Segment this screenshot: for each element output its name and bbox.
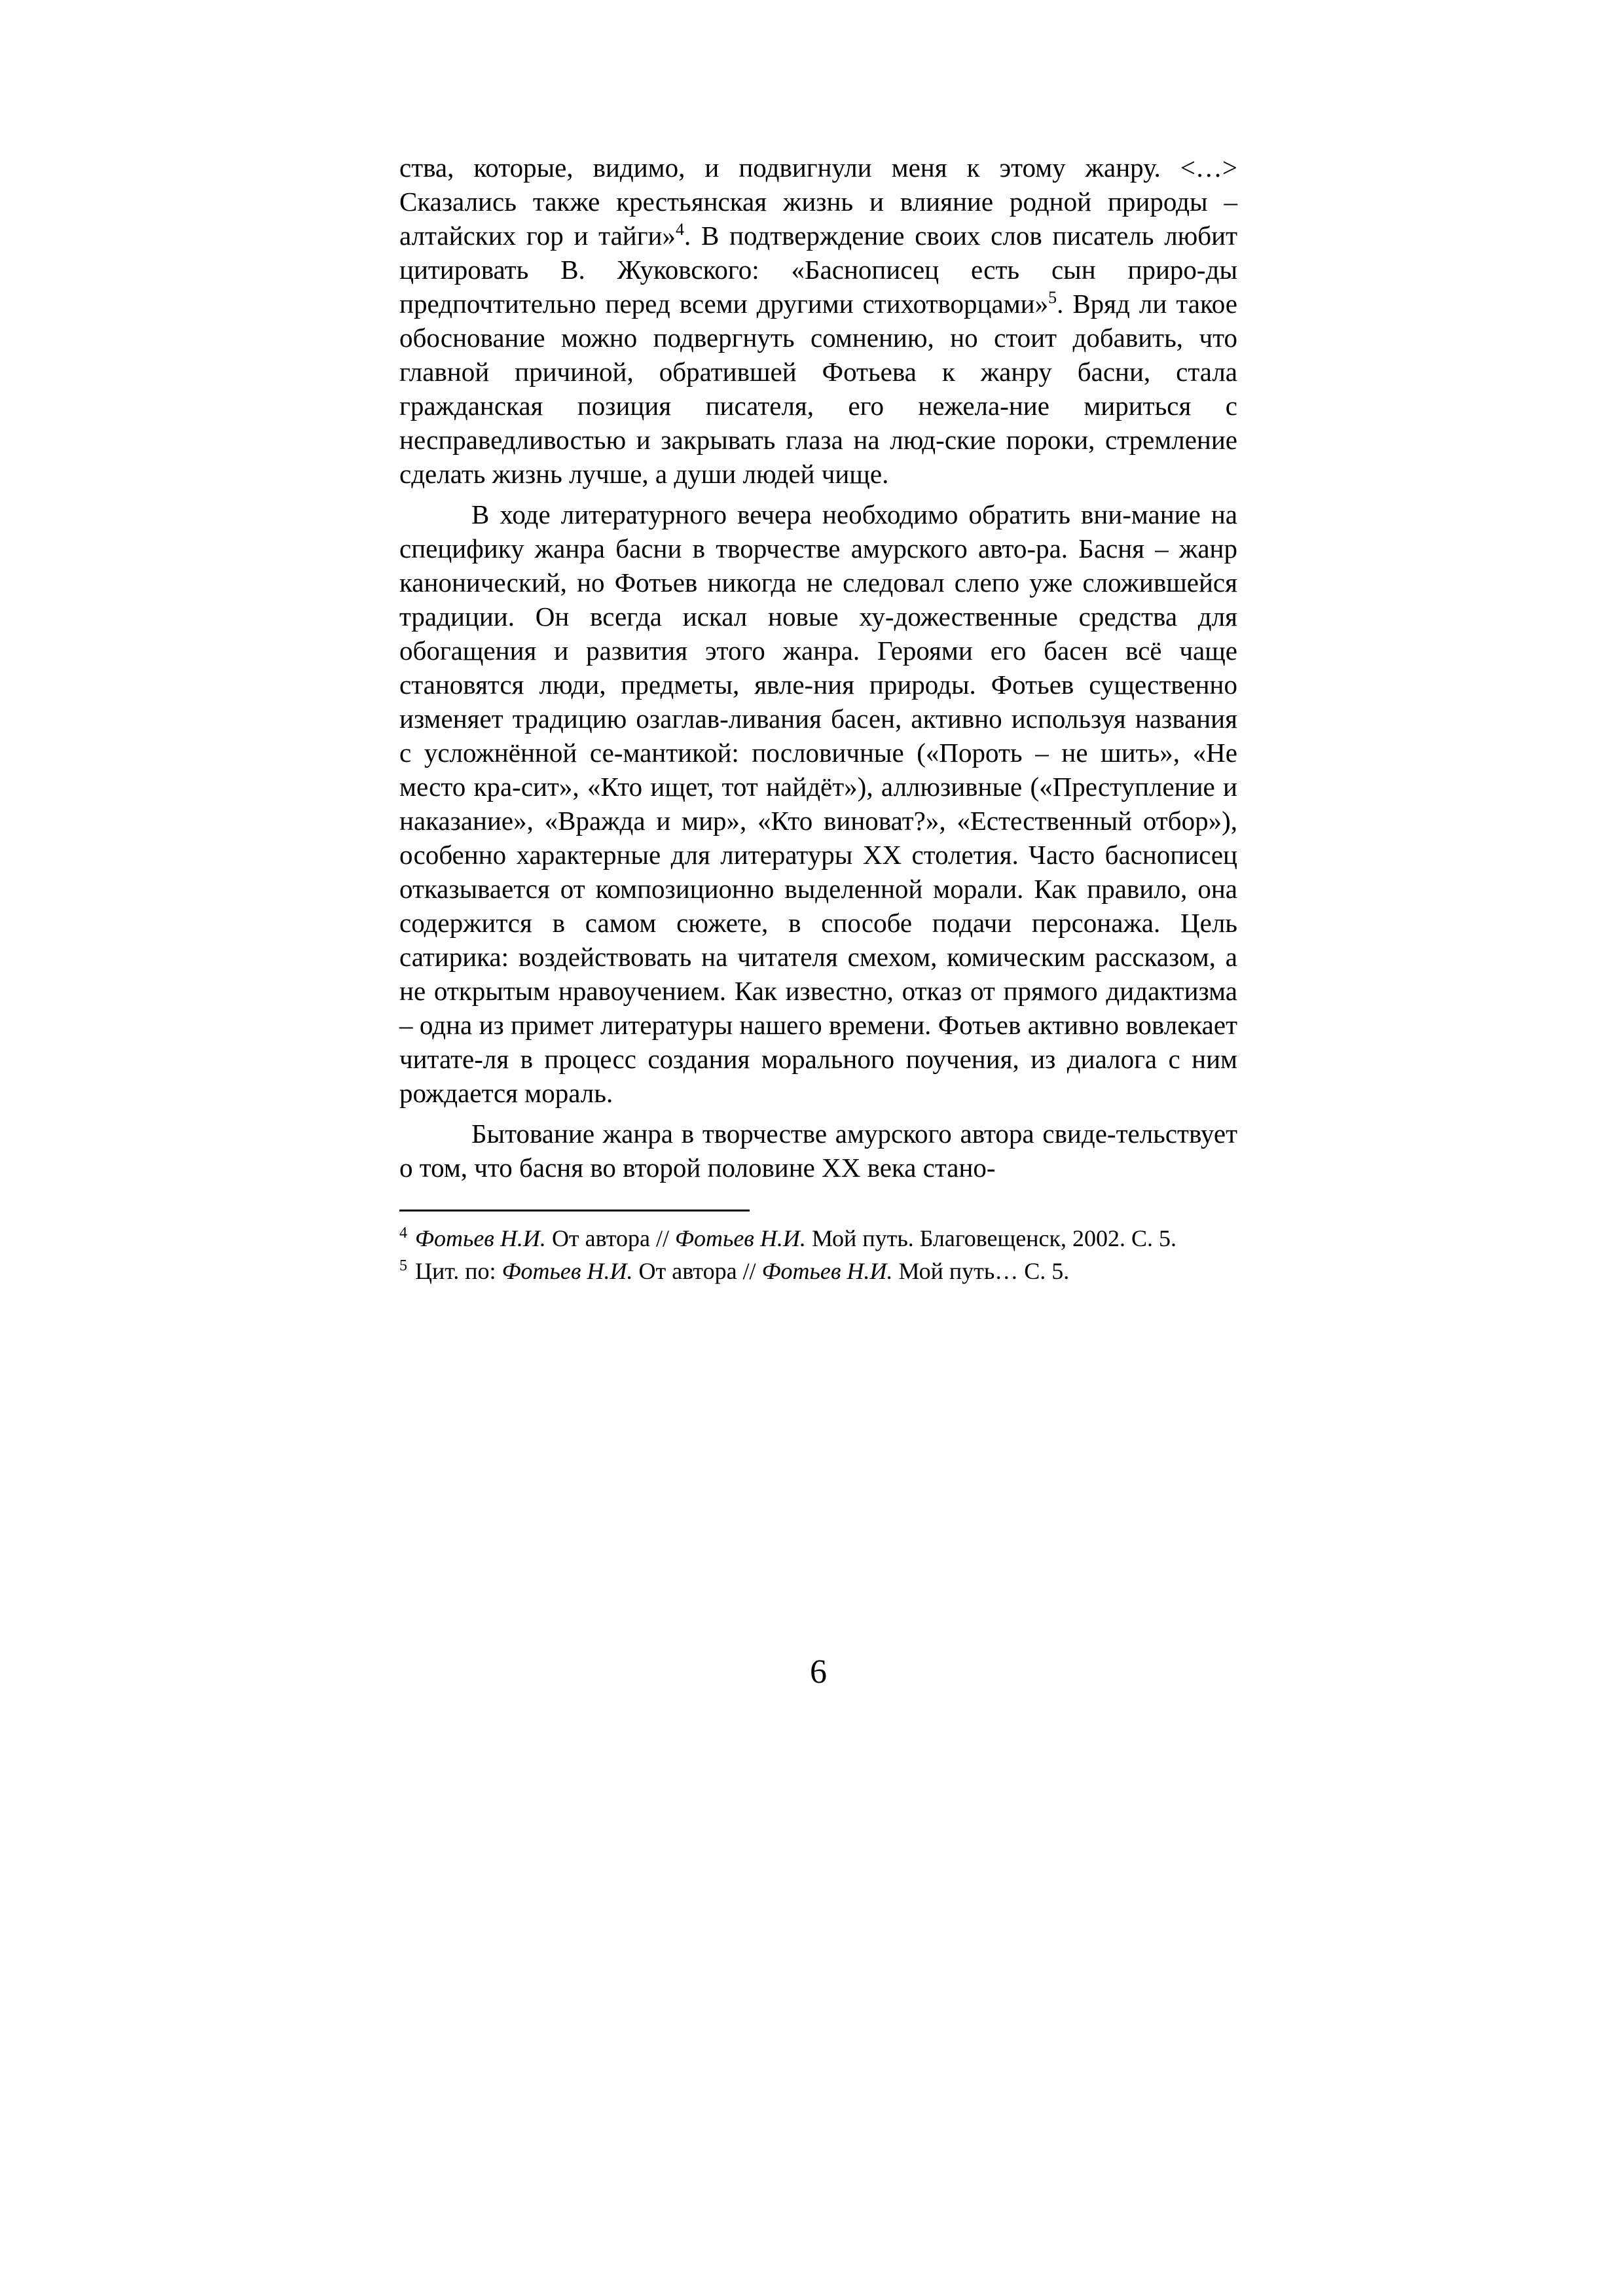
footnote-5 [399,1255,1237,1287]
footnote-text: Мой путь… С. 5. [892,1258,1070,1284]
footnote-author: Фотьев Н.И. [675,1225,806,1251]
footnote-author: Фотьев Н.И. [501,1258,633,1284]
paragraph-2-text: В ходе литературного вечера необходимо обратить вни-мание на специфику жанра басни в творчестве амурского авто-ра. Басня – жанр канонический, но Фотьев никогда не следовал слепо уже сложившейся традиции. Он всегда искал новые ху-дожественные средства для обогащения и развития этого жанра. Героями его басен всё чаще становятся люди, предметы, явле-ния природы. Фотьев существенно изменяет традицию озаглав-ливания басен, активно используя названия с усложнённой се-мантикой: пословичные («Пороть – не шить», «Не место кра-сит», «Кто ищет, тот найдёт»), аллюзивные («Преступление и наказание», «Вражда и мир», «Кто виноват?», «Естественный отбор»), особенно характерные для литературы XX столетия. Часто баснописец отказывается от композиционно выделенной морали. Как правило, она содержится в самом сюжете, в способе подачи персонажа. Цель сатирика: воздействовать на читателя смехом, комическим рассказом, а не открытым нравоучением. Как известно, отказ от прямого дидактизма – одна из примет литературы нашего времени. Фотьев активно вовлекает читате-ля в процесс создания морального поучения, из диалога с ним рождается мораль. [399,499,1237,1108]
footnote-ref-4[interactable]: 4 [675,220,684,240]
footnote-author: Фотьев Н.И. [415,1225,546,1251]
footnote-text: От автора // [632,1258,762,1284]
footnote-separator [399,1210,750,1211]
paragraph-1-text-a: ства, которые, видимо, и подвигнули меня к этому жанру. <…> Сказались также крестьянская жизнь и влияние родной природы – алтайских гор и тайги» [399,152,1237,251]
footnote-number: 4 [399,1225,407,1242]
paragraph-3-text: Бытование жанра в творчестве амурского автора свиде-тельствует о том, что басня во второй половине XX века стано- [399,1119,1237,1183]
page-number: 6 [810,1653,827,1691]
paragraph-1-text-c: . Вряд ли такое обоснование можно подвергнуть сомнению, но стоит добавить, что главной причиной, обратившей Фотьева к жанру басни, стала гражданская позиция писателя, его нежела-ние мириться с несправедливостью и закрывать глаза на люд-ские пороки, стремление сделать жизнь лучше, а души людей чище. [399,289,1237,489]
paragraph-2 [399,497,1237,1110]
page-content [399,151,1238,1691]
footnote-text: От автора // [545,1225,675,1251]
paragraph-1 [399,151,1237,491]
paragraph-3 [399,1117,1237,1185]
footnote-4 [399,1222,1237,1255]
footnote-number: 5 [399,1257,407,1274]
paragraph-1-text-b: . В подтверждение своих слов писатель любит цитировать В. Жуковского: «Баснописец есть сын приро-ды предпочтительно перед всеми другими стихотворцами» [399,221,1238,319]
footnote-text: Мой путь. Благовещенск, 2002. С. 5. [805,1225,1176,1251]
footnote-text: Цит. по: [415,1258,502,1284]
footnotes [399,1222,1237,1287]
main-text [399,151,1237,1185]
footnote-ref-5[interactable]: 5 [1048,288,1057,308]
footnote-author: Фотьев Н.И. [761,1258,893,1284]
